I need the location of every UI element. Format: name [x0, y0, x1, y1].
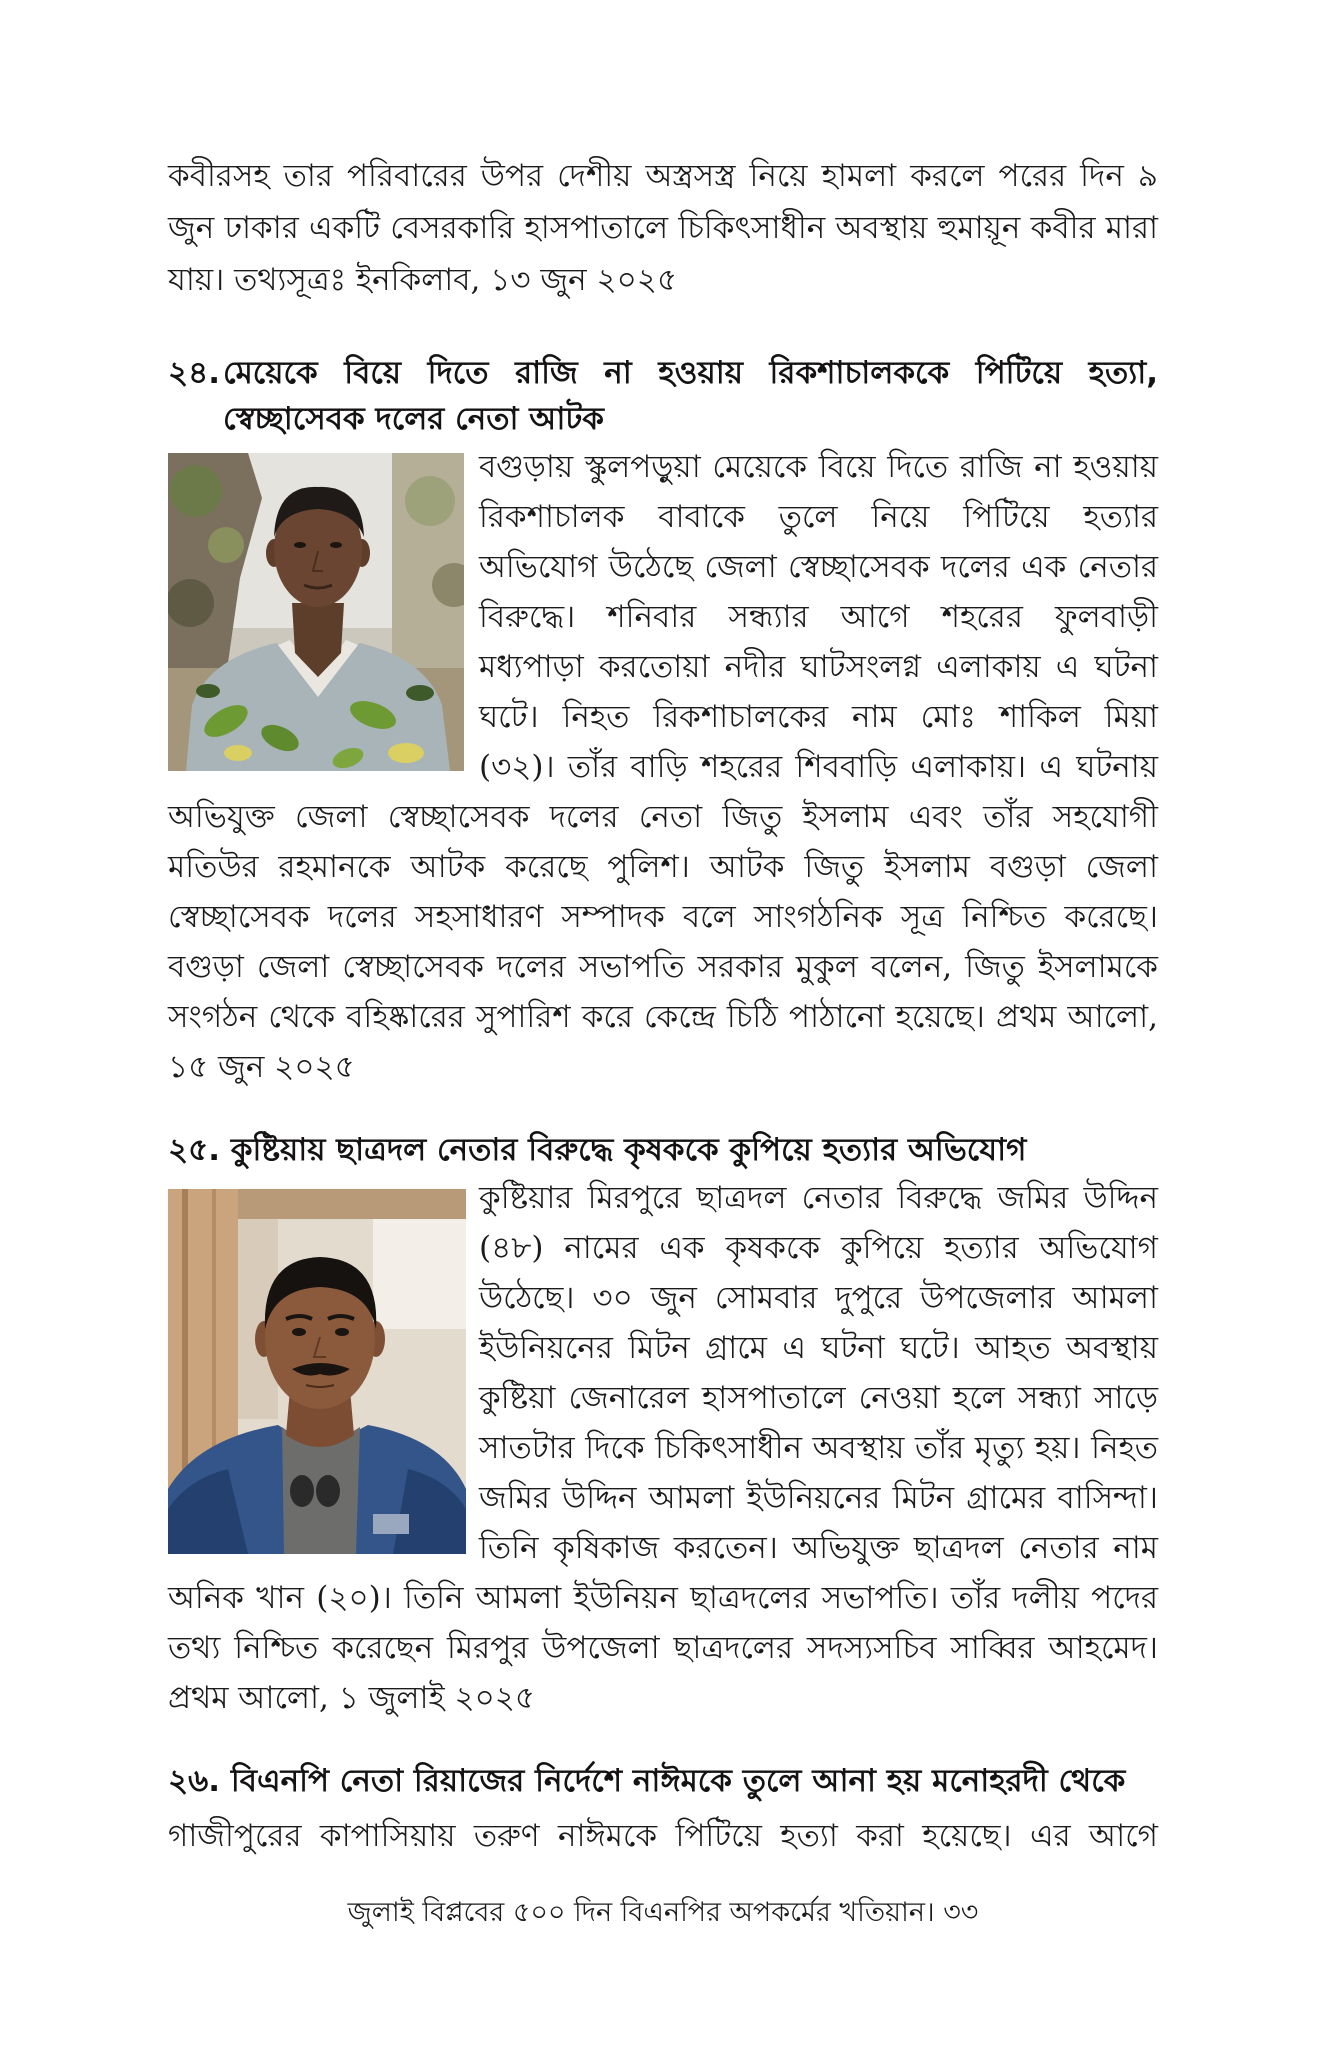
- continued-paragraph: [168, 150, 1158, 306]
- item-body-text: কুষ্টিয়ার মিরপুরে ছাত্রদল নেতার বিরুদ্ধে জমির উদ্দিন (৪৮) নামের এক কৃষককে কুপিয়ে হত্যার অভিযোগ উঠেছে। ৩০ জুন সোমবার দুপুরে উপজেলার আমলা ইউনিয়নের মিটন গ্রামে এ ঘটনা ঘটে। আহত অবস্থায় কুষ্টিয়া জেনারেল হাসপাতালে নেওয়া হলে সন্ধ্যা সাড়ে সাতটার দিকে চিকিৎসাধীন অবস্থায় তাঁর মৃত্যু হয়। নিহত জমির উদ্দিন আমলা ইউনিয়নের মিটন গ্রামের বাসিন্দা। তিনি কৃষিকাজ করতেন। অভিযুক্ত ছাত্রদল নেতার নাম অনিক খান (২০)। তিনি আমলা ইউনিয়ন ছাত্রদলের সভাপতি। তাঁর দলীয় পদের তথ্য নিশ্চিত করেছেন মিরপুর উপজেলা ছাত্রদলের সদস্যসচিব সাব্বির আহমেদ।: [168, 1180, 1158, 1666]
- page-number: ৩৩: [943, 1897, 979, 1928]
- book-title: জুলাই বিপ্লবের ৫০০ দিন বিএনপির অপকর্মের খতিয়ান: [347, 1897, 925, 1928]
- portrait-image: [168, 1189, 466, 1554]
- source-citation: তথ্যসূত্রঃ ইনকিলাব, ১৩ জুন ২০২৫: [234, 262, 678, 298]
- footer-separator: ।: [925, 1897, 935, 1928]
- item-headline: মেয়েকে বিয়ে দিতে রাজি না হওয়ায় রিকশাচালককে পিটিয়ে হত্যা, স্বেচ্ছাসেবক দলের নেতা আটক: [223, 355, 1158, 437]
- page-footer: [0, 1893, 1326, 1933]
- item-heading: [168, 1127, 1158, 1173]
- source-citation: প্রথম আলো, ১ জুলাই ২০২৫: [168, 1680, 536, 1716]
- news-item-24: [168, 350, 1158, 1092]
- portrait-image: [168, 453, 464, 771]
- item-body-text: বগুড়ায় স্কুলপড়ুয়া মেয়েকে বিয়ে দিতে রাজি না হওয়ায় রিকশাচালক বাবাকে তুলে নিয়ে পিটিয়ে হত্যার অভিযোগ উঠেছে জেলা স্বেচ্ছাসেবক দলের এক নেতার বিরুদ্ধে। শনিবার সন্ধ্যার আগে শহরের ফুলবাড়ী মধ্যপাড়া করতোয়া নদীর ঘাটসংলগ্ন এলাকায় এ ঘটনা ঘটে। নিহত রিকশাচালকের নাম মোঃ শাকিল মিয়া (৩২)। তাঁর বাড়ি শহরের শিববাড়ি এলাকায়। এ ঘটনায় অভিযুক্ত জেলা স্বেচ্ছাসেবক দলের নেতা জিতু ইসলাম এবং তাঁর সহযোগী মতিউর রহমানকে আটক করেছে পুলিশ। আটক জিতু ইসলাম বগুড়া জেলা স্বেচ্ছাসেবক দলের সহসাধারণ সম্পাদক বলে সাংগঠনিক সূত্র নিশ্চিত করেছে। বগুড়া জেলা স্বেচ্ছাসেবক দলের সভাপতি সরকার মুকুল বলেন, জিতু ইসলামকে সংগঠন থেকে বহিষ্কারের সুপারিশ করে কেন্দ্রে চিঠি পাঠানো হয়েছে।: [168, 449, 1158, 1035]
- news-item-25: [168, 1127, 1158, 1723]
- item-headline: বিএনপি নেতা রিয়াজের নির্দেশে নাঈমকে তুলে আনা হয় মনোহরদী থেকে: [230, 1763, 1126, 1799]
- item-body: [168, 1811, 1158, 1861]
- item-number: ২৪.: [168, 355, 221, 391]
- paragraph-text: কবীরসহ তার পরিবারের উপর দেশীয় অস্ত্রসস্ত্র নিয়ে হামলা করলে পরের দিন ৯ জুন ঢাকার একটি বেসরকারি হাসপাতালে চিকিৎসাধীন অবস্থায় হুমায়ূন কবীর মারা যায়।: [168, 158, 1158, 298]
- item-number: ২৬.: [168, 1763, 221, 1799]
- item-24-photo: [168, 453, 464, 771]
- item-headline: কুষ্টিয়ায় ছাত্রদল নেতার বিরুদ্ধে কৃষককে কুপিয়ে হত্যার অভিযোগ: [230, 1132, 1027, 1168]
- item-number: ২৫.: [168, 1132, 221, 1168]
- source-citation: প্রথম আলো, ১৫ জুন ২০২৫: [168, 999, 1159, 1085]
- news-item-26: [168, 1758, 1158, 1861]
- item-heading: [168, 1758, 1158, 1804]
- item-25-photo: [168, 1189, 466, 1554]
- page-content: [168, 150, 1158, 1861]
- item-heading: [168, 350, 1158, 442]
- item-body-text: গাজীপুরের কাপাসিয়ায় তরুণ নাঈমকে পিটিয়ে হত্যা করা হয়েছে। এর আগে: [168, 1818, 1158, 1854]
